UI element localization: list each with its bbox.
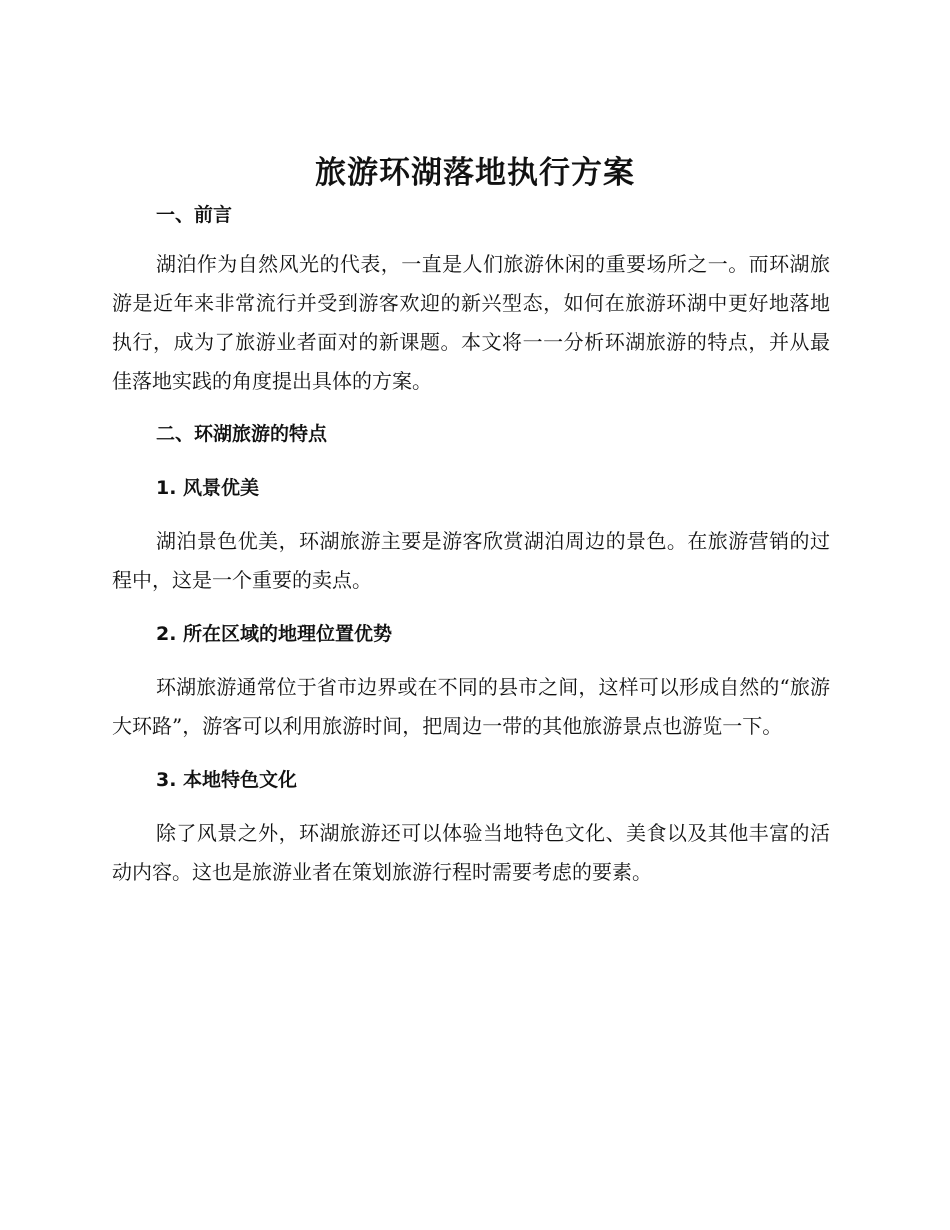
paragraph-culture: 除了风景之外，环湖旅游还可以体验当地特色文化、美食以及其他丰富的活动内容。这也是旅游业者在策划旅游行程时需要考虑的要素。 bbox=[112, 821, 830, 884]
paragraph-scenery: 湖泊景色优美，环湖旅游主要是游客欣赏湖泊周边的景色。在旅游营销的过程中，这是一个重要的卖点。 bbox=[112, 529, 830, 592]
subheading-scenery: 1. 风景优美 bbox=[156, 477, 260, 499]
subheading-location: 2. 所在区域的地理位置优势 bbox=[156, 623, 393, 645]
subheading-culture: 3. 本地特色文化 bbox=[156, 769, 298, 791]
document-title: 旅游环湖落地执行方案 bbox=[315, 155, 635, 191]
paragraph-preface: 湖泊作为自然风光的代表，一直是人们旅游休闲的重要场所之一。而环湖旅游是近年来非常流行并受到游客欢迎的新兴型态，如何在旅游环湖中更好地落地执行，成为了旅游业者面对的新课题。本文将一一分析环湖旅游的特点，并从最佳落地实践的角度提出具体的方案。 bbox=[112, 252, 830, 393]
section-heading-features: 二、环湖旅游的特点 bbox=[156, 423, 328, 445]
paragraph-location: 环湖旅游通常位于省市边界或在不同的县市之间，这样可以形成自然的“旅游大环路”，游客可以利用旅游时间，把周边一带的其他旅游景点也游览一下。 bbox=[112, 675, 830, 738]
section-heading-preface: 一、前言 bbox=[156, 204, 233, 226]
